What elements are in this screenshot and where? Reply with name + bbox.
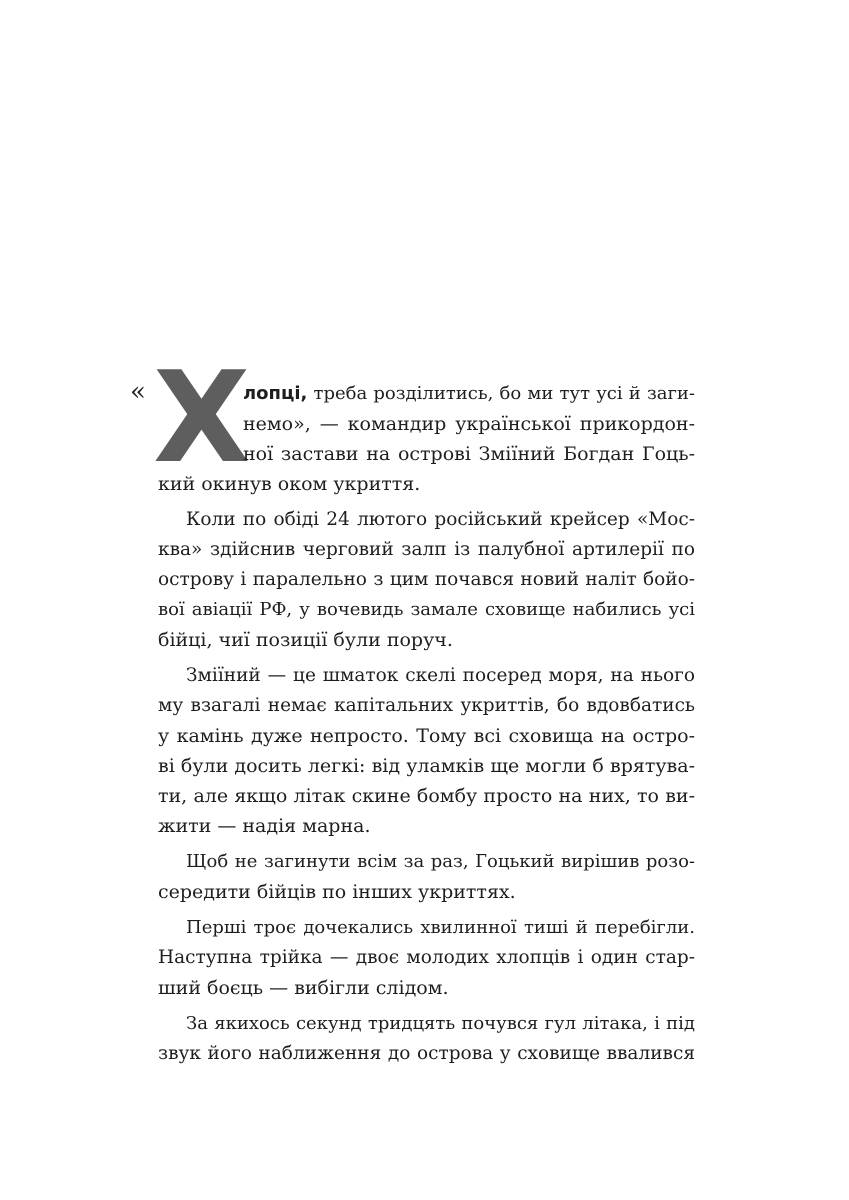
drop-cap: Х (153, 344, 251, 491)
text-line: кий окинув оком укриття. (158, 473, 421, 495)
text-line: вої авіації РФ, у вочевидь замале сховище набились усі (158, 599, 695, 620)
text-line: бійці, чиї позиції були поруч. (158, 629, 453, 651)
text-line: Зміїний — це шматок скелі посеред моря, на нього (186, 665, 695, 686)
text-line: За якихось секунд тридцять почувся гул літака, і під (186, 1013, 695, 1034)
text-line: му взагалі немає капітальних укриттів, бо вдовбатись (158, 695, 695, 716)
text-line: ної застави на острові Зміїний Богдан Гоць- (243, 443, 695, 465)
lead-word: лопці, (243, 383, 308, 404)
text-line: ві були досить легкі: від уламків ще могли б врятува- (158, 755, 695, 777)
text-line: Перші троє дочекались хвилинної тиші й перебігли. (186, 917, 695, 938)
text-line: середити бійців по інших укриттях. (158, 881, 516, 903)
text-line: острову і паралельно з цим почався новий наліт бойо- (158, 569, 695, 590)
text-line: Коли по обіді 24 лютого російський крейсер «Мос- (186, 509, 695, 530)
opening-quote-mark: « (130, 377, 146, 407)
text-line: Наступна трійка — двоє молодих хлопців і один стар- (158, 947, 695, 968)
text-line: жити — надія марна. (158, 815, 371, 837)
text-line: ти, але якщо літак скине бомбу просто на них, то ви- (158, 785, 695, 807)
text-line: ква» здійснив черговий залп із палубної артилерії по (158, 539, 695, 560)
text-line: ший боєць — вибігли слідом. (158, 977, 449, 999)
text-line: лопці, треба розділитись, бо ми тут усі й заги- (243, 383, 695, 404)
text-line: немо», — командир української прикордон- (243, 413, 695, 435)
text-line: Щоб не загинути всім за раз, Гоцький вирішив розо- (186, 851, 695, 872)
text-line: у камінь дуже непросто. Тому всі сховища на остро- (158, 725, 695, 747)
text-line: звук його наближення до острова у сховище ввалився (158, 1043, 695, 1064)
